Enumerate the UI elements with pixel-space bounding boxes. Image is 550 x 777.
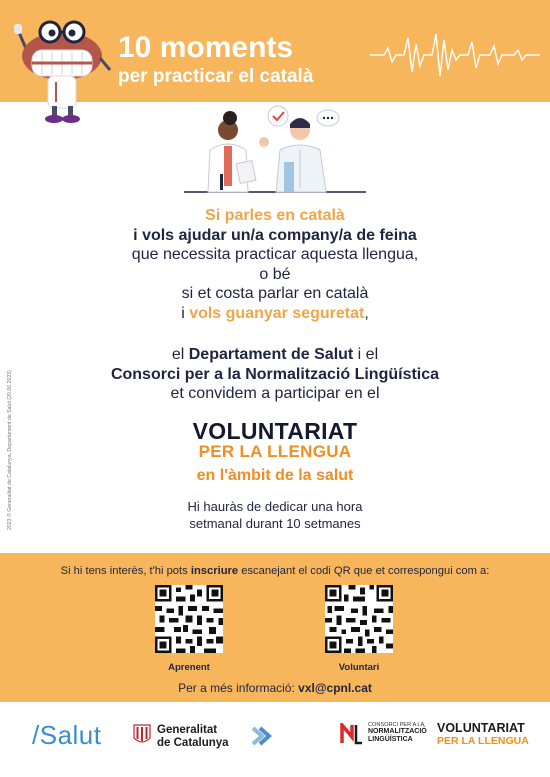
heartbeat-line-icon bbox=[370, 30, 540, 80]
program-title: VOLUNTARIAT bbox=[192, 418, 358, 444]
message-text: i bbox=[181, 304, 190, 322]
page-title: 10 moments bbox=[118, 31, 294, 64]
instruction-highlight: inscriure bbox=[190, 565, 239, 577]
message-text: , bbox=[364, 304, 369, 322]
message-line: Si parles en català bbox=[205, 207, 345, 224]
message-line: et convidem a participar en el bbox=[170, 385, 380, 402]
cpnl-line: CONSORCI PER A LA bbox=[368, 722, 425, 728]
cpnl-line: NORMALITZACIÓ bbox=[368, 728, 427, 736]
registration-instruction bbox=[0, 565, 550, 577]
program-subtitle: PER LA LLENGUA bbox=[198, 442, 352, 461]
time-commitment-line: setmanal durant 10 setmanes bbox=[189, 516, 361, 531]
invitation-message bbox=[0, 206, 550, 404]
message-highlight: vols guanyar seguretat bbox=[189, 304, 365, 322]
message-line: si et costa parlar en català bbox=[181, 285, 369, 302]
generalitat-line: Generalitat bbox=[157, 724, 218, 736]
copyright-note: 2023 © Generalitat de Catalunya. Departament de Salut (20.06.2023) bbox=[7, 370, 13, 530]
instruction-text: escanejant el codi QR que et correspongui com a: bbox=[238, 565, 490, 577]
qr-code-volunteer[interactable] bbox=[325, 585, 393, 653]
instruction-text: Si hi tens interès, t'hi pots bbox=[60, 565, 191, 577]
more-info bbox=[0, 681, 550, 695]
consortium-name: Consorci per a la Normalització Lingüística bbox=[110, 365, 440, 383]
logo-bar bbox=[0, 702, 550, 777]
generalitat-logo-text bbox=[157, 724, 229, 750]
more-info-text: Per a més informació: bbox=[178, 681, 299, 695]
cpnl-line: LINGÜÍSTICA bbox=[368, 736, 413, 744]
message-line: que necessita practicar aquesta llengua, bbox=[131, 246, 419, 263]
salut-logo: /Salut bbox=[32, 720, 102, 750]
qr-code-learner[interactable] bbox=[155, 585, 223, 653]
time-commitment bbox=[0, 498, 550, 532]
healthcare-workers-illustration bbox=[180, 102, 370, 198]
message-line: i vols ajudar un/a company/a de feina bbox=[133, 226, 417, 244]
chevron-right-icon bbox=[250, 726, 272, 746]
message-text: i el bbox=[353, 346, 379, 363]
registration-panel bbox=[0, 553, 550, 702]
message-line bbox=[0, 345, 550, 365]
generalitat-shield-icon bbox=[133, 724, 151, 746]
page-subtitle: per practicar el català bbox=[118, 66, 314, 87]
message-line bbox=[0, 304, 550, 324]
vxl-logo-line2: PER LA LLENGUA bbox=[437, 735, 529, 747]
program-scope: en l'àmbit de la salut bbox=[196, 467, 354, 484]
time-commitment-line: Hi hauràs de dedicar una hora bbox=[187, 499, 363, 514]
qr-label-learner: Aprenent bbox=[168, 662, 210, 673]
vxl-logo-line1: VOLUNTARIAT bbox=[437, 721, 525, 735]
message-line: o bé bbox=[259, 265, 291, 283]
contact-email-link[interactable]: vxl@cpnl.cat bbox=[298, 681, 372, 695]
cpnl-logo-text bbox=[368, 722, 427, 744]
qr-label-volunteer: Voluntari bbox=[338, 662, 380, 673]
mascot-illustration bbox=[12, 10, 112, 125]
generalitat-line: de Catalunya bbox=[157, 737, 229, 749]
cpnl-logo-icon bbox=[340, 723, 364, 745]
department-name: Departament de Salut bbox=[188, 346, 354, 363]
message-text: el bbox=[171, 346, 189, 363]
